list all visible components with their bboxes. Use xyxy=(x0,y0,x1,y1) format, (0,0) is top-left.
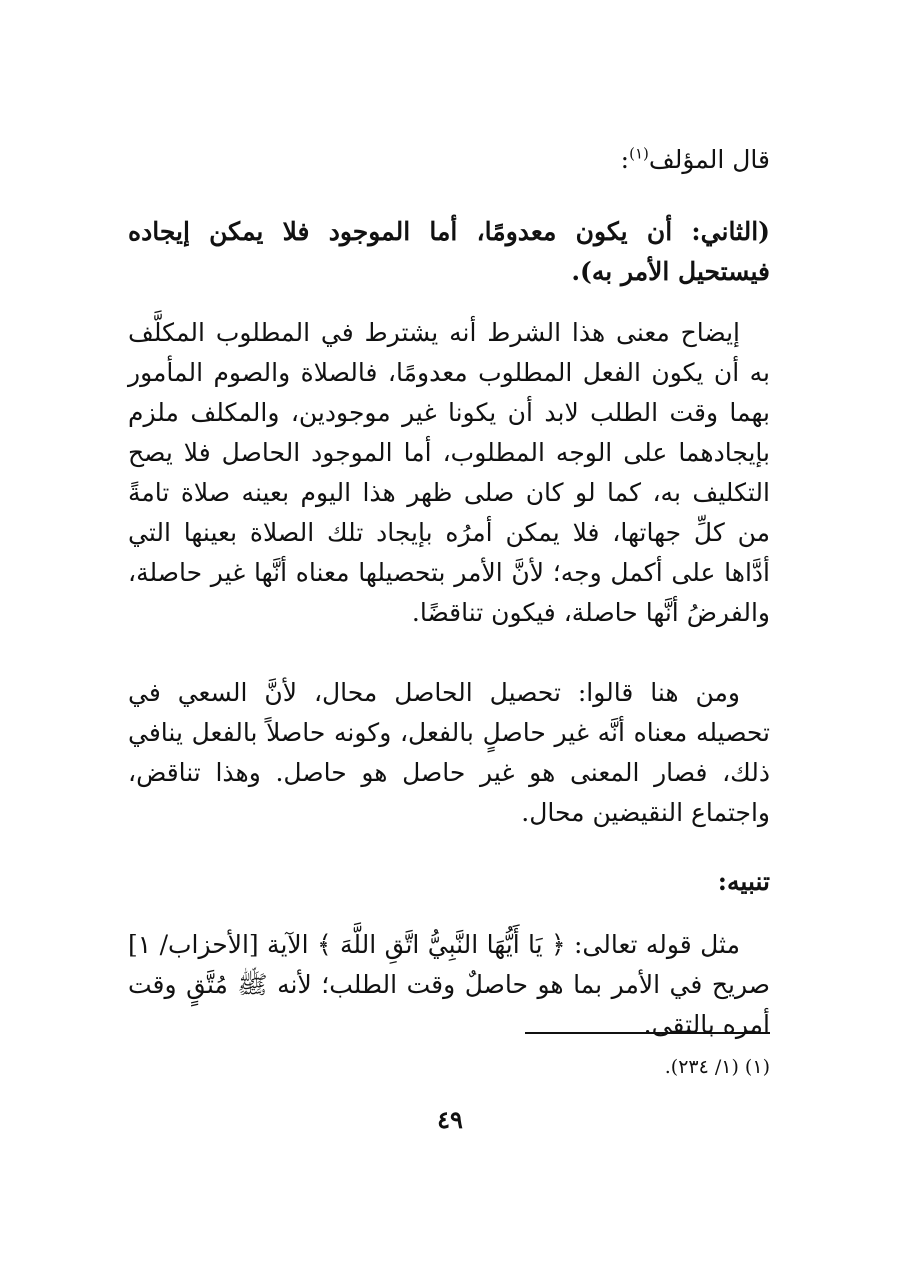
quoted-text-paragraph: (الثاني: أن يكون معدومًا، أما الموجود فلا يمكن إيجاده فيستحيل الأمر به). xyxy=(128,217,770,286)
heading-text: قال المؤلف xyxy=(648,145,770,174)
notice-label: تنبيه: xyxy=(717,867,770,896)
footnote-reference: (١) xyxy=(629,144,649,163)
notice-paragraph: مثل قوله تعالى: ﴿ يَا أَيُّهَا النَّبِيُّ اتَّقِ اللَّهَ ﴾ الآية [الأحزاب/ ١] صريح في الأمر بما هو حاصلٌ وقت الطلب؛ لأنه ﷺ مُتَّقٍ وقت أمره بالتقى. xyxy=(128,930,770,1039)
footnote-text: (١) (١/ ٢٣٤). xyxy=(664,1056,770,1078)
author-heading xyxy=(128,140,770,180)
consequence-paragraph: ومن هنا قالوا: تحصيل الحاصل محال، لأنَّ السعي في تحصيله معناه أنَّه غير حاصلٍ بالفعل، وكونه حاصلاً بالفعل ينافي ذلك، فصار المعنى هو غير حاصل هو حاصل. وهذا تناقض، واجتماع النقيضين محال. xyxy=(128,678,770,827)
footnote-divider xyxy=(525,1032,770,1034)
heading-colon: : xyxy=(620,145,630,174)
page-number: ٤٩ xyxy=(437,1105,463,1134)
explanation-paragraph: إيضاح معنى هذا الشرط أنه يشترط في المطلوب المكلَّف به أن يكون الفعل المطلوب معدومًا، فالصلاة والصوم المأمور بهما وقت الطلب لابد أن يكونا غير موجودين، والمكلف ملزم بإيجادهما على الوجه المطلوب، أما الموجود الحاصل فلا يصح التكليف به، كما لو كان صلى ظهر هذا اليوم بعينه صلاة تامةً من كلِّ جهاتها، فلا يمكن أمرُه بإيجاد تلك الصلاة بعينها التي أدَّاها على أكمل وجه؛ لأنَّ الأمر بتحصيلها معناه أنَّها غير حاصلة، والفرضُ أنَّها حاصلة، فيكون تناقضًا. xyxy=(128,318,770,627)
